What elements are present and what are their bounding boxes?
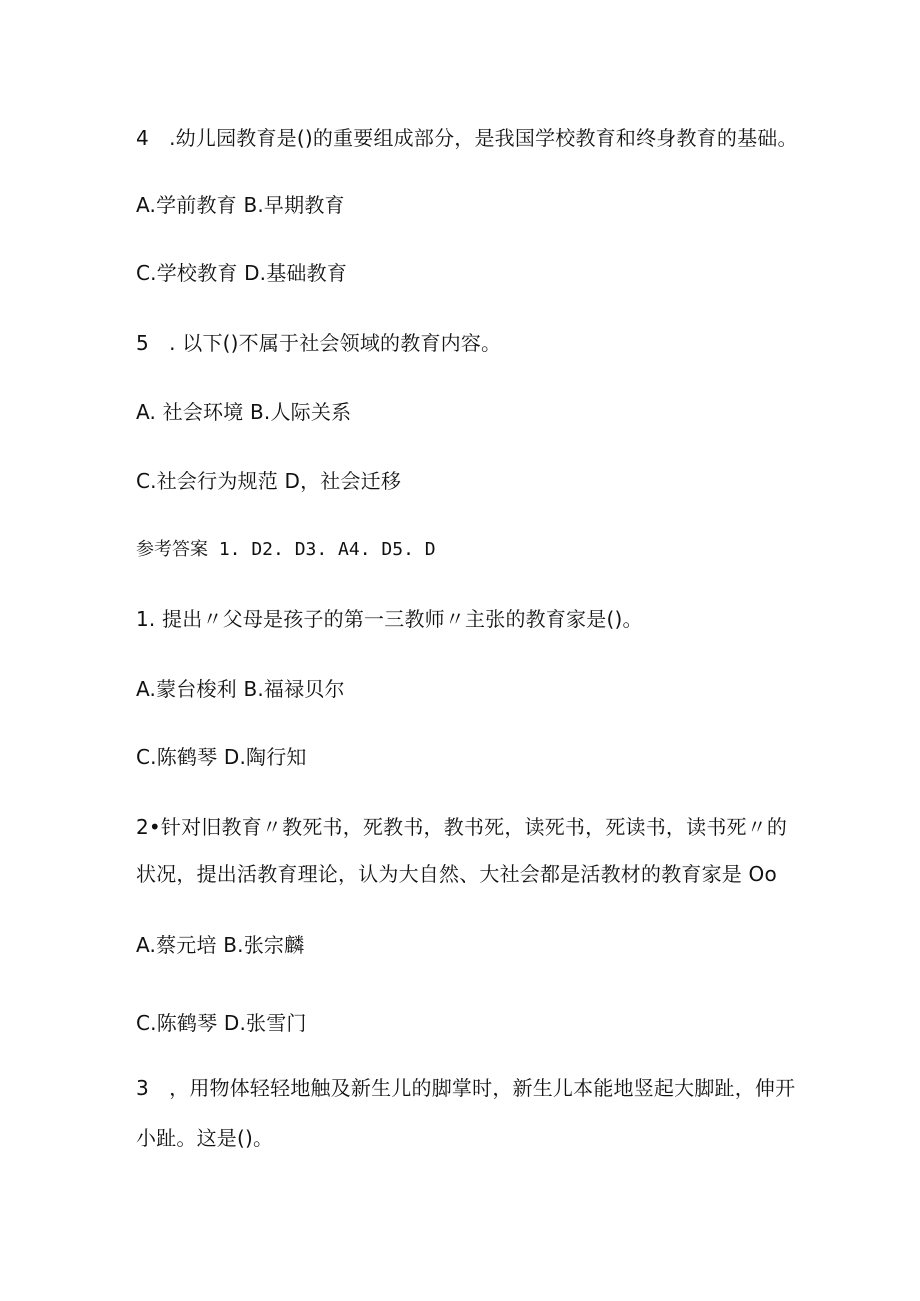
question-2-options-ab: A.蔡元培 B.张宗麟 [136,933,305,957]
question-5-options-cd: C.社会行为规范 D，社会迁移 [136,469,402,493]
question-2-options-cd: C.陈鹤琴 D.张雪门 [136,1011,307,1035]
question-4-options-ab: A.学前教育 B.早期教育 [136,193,345,217]
question-5-options-ab: A. 社会环境 B.人际关系 [136,400,352,424]
question-2-stem-line1: 2•针对旧教育〃教死书，死教书，教书死，读死书，死读书，读书死〃的 [136,815,788,839]
question-3-stem-line1: 3 ，用物体轻轻地触及新生儿的脚掌时，新生儿本能地竖起大脚趾，伸开 [136,1076,796,1100]
question-3-stem-line2: 小趾。这是()。 [136,1126,274,1150]
question-5-stem: 5 . 以下()不属于社会领域的教育内容。 [136,331,502,355]
question-4-stem: 4 .幼儿园教育是()的重要组成部分，是我国学校教育和终身教育的基础。 [136,126,798,150]
question-1-options-ab: A.蒙台梭利 B.福禄贝尔 [136,677,345,701]
question-2-stem-line2: 状况，提出活教育理论，认为大自然、大社会都是活教材的教育家是 Oo [136,862,777,886]
answer-key: 参考答案 1. D2. D3. A4. D5. D [136,539,436,560]
question-4-options-cd: C.学校教育 D.基础教育 [136,261,348,285]
question-1-options-cd: C.陈鹤琴 D.陶行知 [136,745,307,769]
question-1-stem: 1. 提出〃父母是孩子的第一三教师〃主张的教育家是()。 [136,607,643,631]
